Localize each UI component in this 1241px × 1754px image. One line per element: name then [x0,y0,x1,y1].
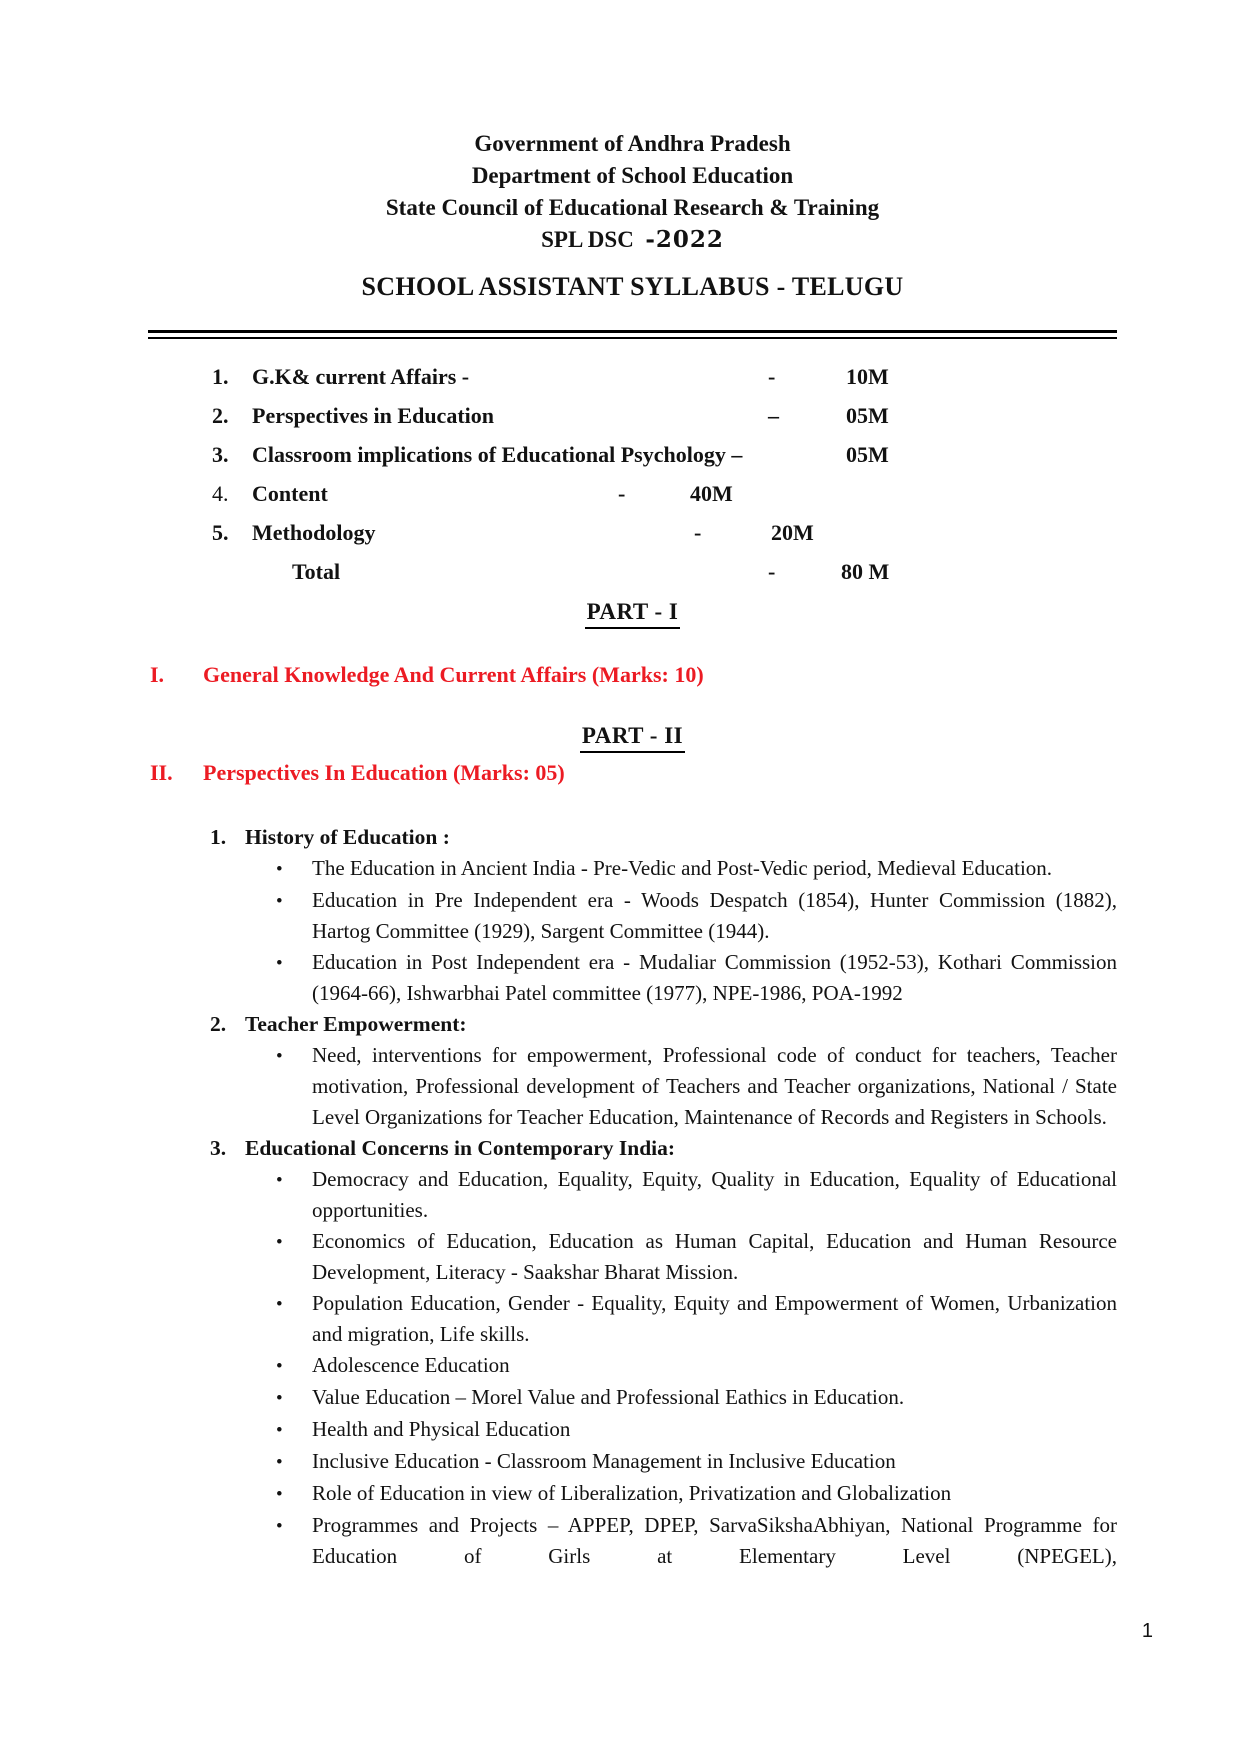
section-2-number: II. [150,760,173,785]
document-header [148,128,1117,302]
bullet-dot-icon [276,1164,312,1226]
bullet-dot-icon [276,1414,312,1446]
row-dash: - [694,520,702,545]
bullet-dot-icon [276,1510,312,1572]
bullet-list [148,1164,1117,1572]
bullet-item [276,853,1117,885]
bullet-text: Inclusive Education - Classroom Management in Inclusive Education [312,1449,896,1473]
section-1-title: General Knowledge And Current Affairs (Marks: 10) [203,662,704,687]
row-dash: - [768,364,776,389]
row-marks: 05M [846,403,889,428]
topic-history-of-education [148,822,1117,1009]
row-marks: 20M [771,520,814,545]
row-number: 4. [212,481,229,506]
page-number: 1 [1141,1620,1153,1642]
bullet-text: Health and Physical Education [312,1417,571,1441]
section-1-number: I. [150,662,165,687]
bullet-item [276,1446,1117,1478]
bullet-text: Need, interventions for empowerment, Professional code of conduct for teachers, Teacher motivation, Professional development of Teachers and Teacher organizations, National / State Level Organizations for Teacher Education, Maintenance of Records and Registers in Schools. [312,1043,1117,1129]
bullet-dot-icon [276,1382,312,1414]
row-label: Perspectives in Education [252,403,494,428]
bullet-item [276,1510,1117,1572]
bullet-item [276,1226,1117,1288]
bullet-text: The Education in Ancient India - Pre-Vedic and Post-Vedic period, Medieval Education. [312,856,1053,880]
topic-title: Educational Concerns in Contemporary India: [245,1136,676,1160]
part-1-heading [148,599,1117,625]
bullet-item [276,1382,1117,1414]
row-dash: - [768,559,776,584]
bullet-dot-icon [276,1350,312,1382]
row-dash: – [768,403,779,428]
marks-row-perspectives [148,396,1117,435]
header-line-government: Government of Andhra Pradesh [474,131,791,156]
bullet-list [148,1040,1117,1133]
row-label: Classroom implications of Educational Psychology – [252,442,743,467]
bullet-text: Programmes and Projects – APPEP, DPEP, SarvaSikshaAbhiyan, National Programme for Education of Girls at Elementary Level (NPEGEL), [312,1513,1117,1568]
bullet-text: Role of Education in view of Liberalization, Privatization and Globalization [312,1481,952,1505]
header-line-council: State Council of Educational Research & Training [385,195,880,220]
topic-heading [148,1009,1117,1040]
bullet-dot-icon [276,1478,312,1510]
bullet-text: Democracy and Education, Equality, Equity, Quality in Education, Equality of Educational opportunities. [312,1167,1117,1222]
row-number: 2. [212,403,229,428]
topic-teacher-empowerment [148,1009,1117,1133]
marks-row-methodology [148,513,1117,552]
section-2-heading [148,761,1117,785]
row-label: Methodology [252,520,376,545]
bullet-item [276,1040,1117,1133]
bullet-list [148,853,1117,1009]
row-marks: 80 M [841,559,890,584]
bullet-dot-icon [276,1226,312,1288]
row-number: 5. [212,520,229,545]
bullet-text: Education in Pre Independent era - Woods Despatch (1854), Hunter Commission (1882), Hartog Committee (1929), Sargent Committee (1944). [312,888,1117,943]
topic-title: History of Education : [245,825,450,849]
topic-number: 3. [210,1136,227,1160]
bullet-dot-icon [276,885,312,947]
marks-row-psychology [148,435,1117,474]
double-rule-divider [148,330,1117,339]
marks-row-content [148,474,1117,513]
bullet-text: Adolescence Education [312,1353,510,1377]
part-1-heading-text: PART - I [585,599,681,629]
bullet-item [276,1478,1117,1510]
bullet-dot-icon [276,853,312,885]
row-number: 1. [212,364,229,389]
bullet-item [276,885,1117,947]
topic-heading [148,1133,1117,1164]
bullet-dot-icon [276,1040,312,1133]
part-2-heading [148,723,1117,749]
header-line-exam [148,224,1117,256]
marks-table [148,357,1117,591]
row-marks: 05M [846,442,889,467]
bullet-item [276,1164,1117,1226]
row-number: 3. [212,442,229,467]
bullet-text: Education in Post Independent era - Mudaliar Commission (1952-53), Kothari Commission (1964-66), Ishwarbhai Patel committee (1977), NPE-1986, POA-1992 [312,950,1117,1005]
row-marks: 40M [690,481,733,506]
topic-title: Teacher Empowerment: [245,1012,467,1036]
topic-educational-concerns [148,1133,1117,1572]
exam-prefix: SPL DSC [541,227,634,252]
bullet-item [276,1414,1117,1446]
row-dash: - [618,481,626,506]
topic-number: 1. [210,825,227,849]
bullet-item [276,1350,1117,1382]
row-marks: 10M [846,364,889,389]
row-label: G.K& current Affairs - [252,364,470,389]
section-1-heading [148,663,1117,687]
row-label: Content [252,481,328,506]
bullet-item [276,947,1117,1009]
bullet-dot-icon [276,1288,312,1350]
syllabus-topics [148,822,1117,1572]
bullet-item [276,1288,1117,1350]
bullet-text: Population Education, Gender - Equality, Equity and Empowerment of Women, Urbanization and migration, Life skills. [312,1291,1117,1346]
section-2-title: Perspectives In Education (Marks: 05) [203,760,565,785]
header-line-department: Department of School Education [471,163,794,188]
bullet-text: Value Education – Morel Value and Professional Eathics in Education. [312,1385,905,1409]
part-2-heading-text: PART - II [580,723,685,753]
marks-row-total [148,552,1117,591]
topic-heading [148,822,1117,853]
exam-year: -2022 [645,226,724,253]
bullet-dot-icon [276,947,312,1009]
topic-number: 2. [210,1012,227,1036]
bullet-text: Economics of Education, Education as Human Capital, Education and Human Resource Development, Literacy - Saakshar Bharat Mission. [312,1229,1117,1284]
marks-row-gk [148,357,1117,396]
document-title: SCHOOL ASSISTANT SYLLABUS - TELUGU [361,272,904,301]
bullet-dot-icon [276,1446,312,1478]
row-label: Total [292,559,341,584]
